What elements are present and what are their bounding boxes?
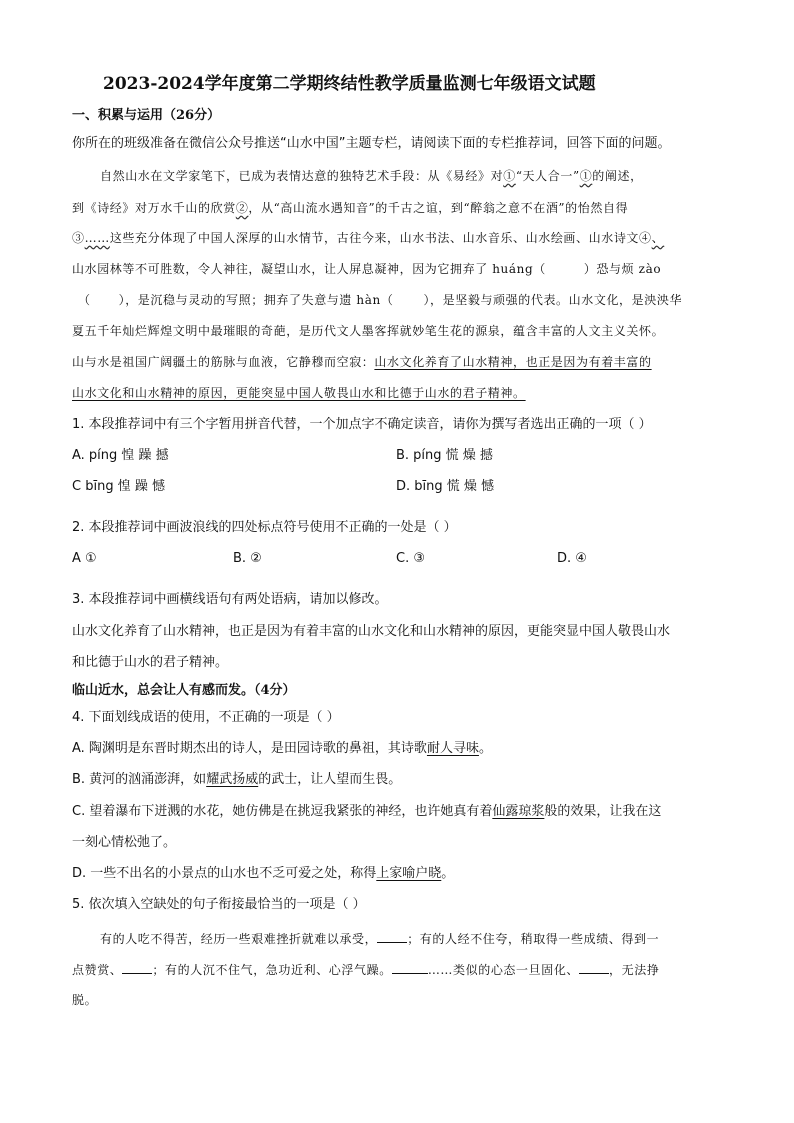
passage-text: 有的人吃不得苦，经历一些艰难挫折就难以承受， xyxy=(100,932,378,946)
option-text: A. 陶渊明是东晋时期杰出的诗人，是田园诗歌的鼻祖，其诗歌 xyxy=(72,741,427,756)
q4-option-d[interactable] xyxy=(72,864,454,884)
q2-option-a[interactable]: A ① xyxy=(72,551,97,566)
passage-text: ；有的人沉不住气，急功近利、心浮气躁。 xyxy=(152,963,392,977)
passage-text: 山水园林等不可胜数，令人神往，凝望山水，让人屏息凝神，因为它拥弃了 huáng（ xyxy=(72,262,546,276)
q2-option-b[interactable]: B. ② xyxy=(233,551,262,566)
passage-text: ），是坚毅与顽强的代表。山水文化，是泱泱华 xyxy=(423,293,683,307)
blank-2[interactable] xyxy=(122,959,152,974)
passage-text: ④ xyxy=(639,231,652,245)
passage-line xyxy=(72,198,628,218)
option-text: D. 一些不出名的小景点的山水也不乏可爱之处，称得 xyxy=(72,866,377,881)
underlined-idiom: 上家喻户晓 xyxy=(376,866,442,881)
passage-text: ③ xyxy=(72,231,85,245)
passage-line xyxy=(72,228,664,248)
passage-line xyxy=(72,259,661,279)
passage-text: ……类似的心态一旦固化、 xyxy=(427,963,580,977)
q4-option-c[interactable] xyxy=(72,802,661,822)
page-title: 2023-2024学年度第二学期终结性教学质量监测七年级语文试题 xyxy=(103,74,596,94)
q1-option-c[interactable]: C bīng 惶 躁 憾 xyxy=(72,479,165,494)
option-text: 。 xyxy=(441,866,455,881)
underlined-idiom: 仙露琼浆 xyxy=(492,804,545,819)
passage-text: 的阐述， xyxy=(592,169,643,183)
passage-text: 到《诗经》对万水千山的欣赏 xyxy=(72,201,236,215)
underlined-idiom: 耐人寻味 xyxy=(426,741,479,756)
passage-line xyxy=(78,290,682,310)
question-5-stem: 5. 依次填入空缺处的句子衔接最恰当的一项是（ ） xyxy=(72,897,366,912)
passage-text: 点赞赏、 xyxy=(72,963,123,977)
q2-option-d[interactable]: D. ④ xyxy=(557,551,587,566)
punct-mark-2: ② xyxy=(235,201,249,215)
option-text: C. 望着瀑布下迸溅的水花，她仿佛是在挑逗我紧张的神经，也许她真有着 xyxy=(72,804,493,819)
question-3-stem: 3. 本段推荐词中画横线语句有两处语病，请加以修改。 xyxy=(72,592,388,607)
question-4-stem: 4. 下面划线成语的使用，不正确的一项是（ ） xyxy=(72,710,340,725)
question-1-stem: 1. 本段推荐词中有三个字暂用拼音代替，一个加点字不确定读音，请你为撰写者选出正确的一项（ ） xyxy=(72,417,652,432)
passage-text: 山与水是祖国广阔疆土的筋脉与血液，它静穆而空寂： xyxy=(72,355,375,369)
option-text: 的武士，让人望而生畏。 xyxy=(258,772,402,787)
option-text: 般的效果，让我在这 xyxy=(544,804,662,819)
question-3-text: 山水文化养育了山水精神，也正是因为有着丰富的山水文化和山水精神的原因，更能突显中国人敬畏山水 xyxy=(72,624,671,639)
section-heading: 一、积累与运用（26分） xyxy=(72,108,221,123)
underlined-sentence: 山水文化和山水精神的原因，更能突显中国人敬畏山水和比德于山水的君子精神。 xyxy=(72,386,526,400)
punct-mark-1: ① xyxy=(503,169,516,183)
blank-4[interactable] xyxy=(579,959,609,974)
q4-option-a[interactable] xyxy=(72,739,492,759)
underlined-idiom: 耀武扬威 xyxy=(206,772,259,787)
passage-text: ；有的人经不住夸，稍取得一些成绩、得到一 xyxy=(407,932,660,946)
passage-line xyxy=(72,352,652,372)
q5-passage-line xyxy=(72,959,659,980)
passage-text: ），是沉稳与灵动的写照；拥弃了失意与遗 hàn（ xyxy=(118,293,394,307)
question-3-text: 和比德于山水的君子精神。 xyxy=(72,655,229,670)
question-2-stem: 2. 本段推荐词中画波浪线的四处标点符号使用不正确的一处是（ ） xyxy=(72,520,457,535)
passage-text: ，从“高山流水遇知音”的千古之谊，到“醉翁之意不在酒”的怡然自得 xyxy=(248,201,629,215)
q5-passage-line xyxy=(100,928,659,949)
punct-mark-4: 、 xyxy=(651,231,665,245)
section-heading: 临山近水，总会让人有感而发。（4分） xyxy=(72,683,296,698)
section-intro: 你所在的班级准备在微信公众号推送“山水中国”主题专栏，请阅读下面的专栏推荐词，回答下面的问题。 xyxy=(72,136,671,151)
passage-text: 自然山水在文学家笔下，已成为表情达意的独特艺术手段：从《易经》对 xyxy=(100,169,504,183)
passage-text: “天人合一” xyxy=(515,169,580,183)
option-text: B. 黄河的汹涌澎湃，如 xyxy=(72,772,207,787)
q1-option-a[interactable]: A. píng 惶 躁 撼 xyxy=(72,448,169,463)
q1-option-d[interactable]: D. bīng 慌 燥 憾 xyxy=(396,479,495,494)
punct-mark-3: …… xyxy=(84,231,110,245)
passage-text: ，无法挣 xyxy=(609,963,660,977)
option-text: 。 xyxy=(478,741,492,756)
passage-line: 夏五千年灿烂辉煌文明中最璀眼的奇葩，是历代文人墨客挥就妙笔生花的源泉，蕴含丰富的人文主义关怀。 xyxy=(72,324,665,338)
punct-mark-1b: ① xyxy=(579,169,593,183)
blank-1[interactable] xyxy=(377,928,407,943)
blank-3[interactable] xyxy=(392,959,428,974)
q2-option-c[interactable]: C. ③ xyxy=(396,551,425,566)
q1-option-b[interactable]: B. píng 慌 燥 撼 xyxy=(396,448,493,463)
passage-text: ）恐与烦 zào xyxy=(583,262,662,276)
passage-text: （ xyxy=(78,293,91,307)
q4-option-b[interactable] xyxy=(72,770,401,790)
passage-text: 这些充分体现了中国人深厚的山水情节，古往今来，山水书法、山水音乐、山水绘画、山水诗文 xyxy=(109,231,640,245)
q5-passage-line: 脱。 xyxy=(72,993,98,1007)
underlined-sentence: 山水文化养育了山水精神，也正是因为有着丰富的 xyxy=(374,355,652,369)
q4-option-c-cont: 一刻心情松弛了。 xyxy=(72,835,177,850)
passage-line xyxy=(100,166,643,186)
